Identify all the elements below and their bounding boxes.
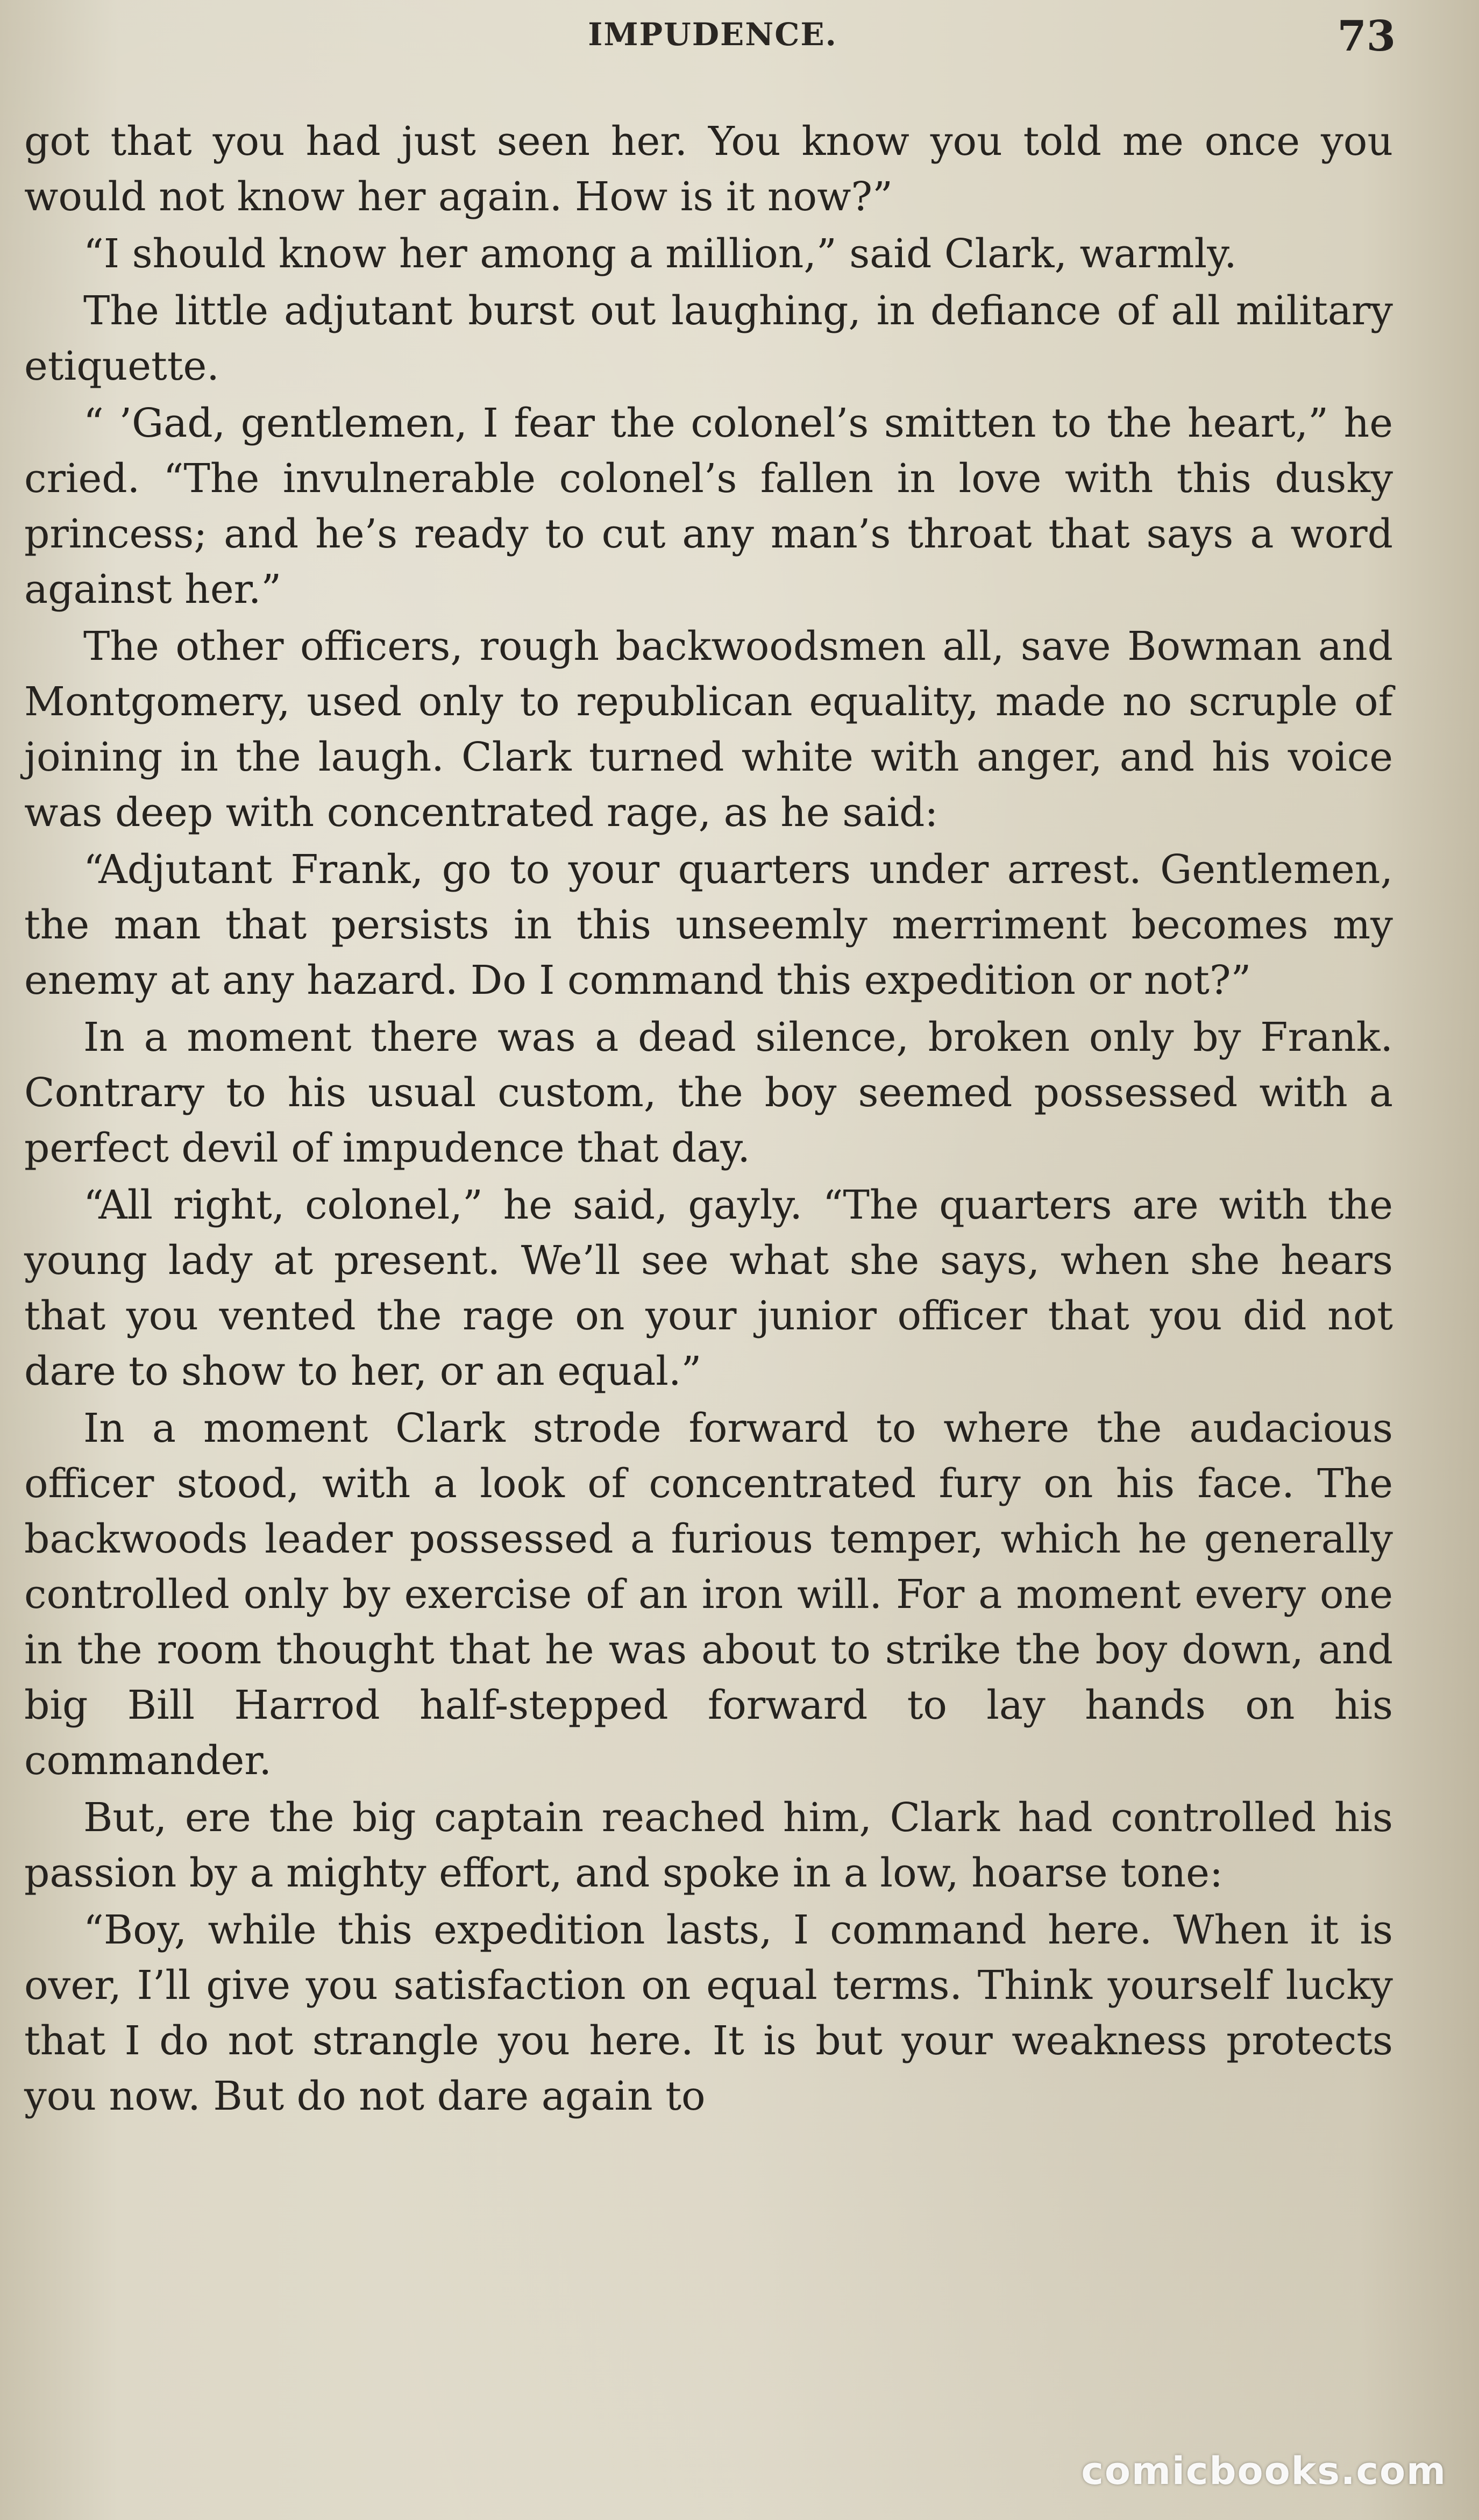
running-head: IMPUDENCE. (588, 16, 837, 53)
paragraph-11: “Boy, while this expedition lasts, I command here. When it is over, I’ll give you satisfaction on equal terms. Think yourself lucky that I do not strangle you here. It is but your weakness protects you now. But do not dare again to (24, 1907, 1393, 2119)
source-watermark: comicbooks.com (1081, 2449, 1447, 2493)
paragraph-5: The other officers, rough backwoodsmen all, save Bowman and Montgomery, used only to republican equality, made no scruple of joining in the laugh. Clark turned white with anger, and his voice was deep with concentrated rage, as he said: (24, 623, 1393, 836)
paragraph-3: The little adjutant burst out laughing, in defiance of all military etiquette. (24, 288, 1393, 389)
paragraph-2: “I should know her among a million,” said Clark, warmly. (83, 231, 1237, 277)
paragraph-6: “Adjutant Frank, go to your quarters under arrest. Gentlemen, the man that persists in this unseemly merriment becomes my enemy at any hazard. Do I command this expedition or not?” (24, 846, 1393, 1003)
page-header (0, 12, 1479, 60)
paragraph-10: But, ere the big captain reached him, Clark had controlled his passion by a mighty effort, and spoke in a low, hoarse tone: (24, 1795, 1393, 1896)
paragraph-9: In a moment Clark strode forward to where the audacious officer stood, with a look of concentrated fury on his face. The backwoods leader possessed a furious temper, which he generally controlled only by exercise of an iron will. For a moment every one in the room thought that he was about to strike the boy down, and big Bill Harrod half-stepped forward to lay hands on his commander. (24, 1405, 1393, 1784)
body-text (24, 114, 1393, 2126)
paragraph-7: In a moment there was a dead silence, broken only by Frank. Contrary to his usual custom, the boy seemed possessed with a perfect devil of impudence that day. (24, 1014, 1393, 1171)
paragraph-4: “ ’Gad, gentlemen, I fear the colonel’s smitten to the heart,” he cried. “The invulnerable colonel’s fallen in love with this dusky princess; and he’s ready to cut any man’s throat that says a word against her.” (24, 400, 1393, 613)
paragraph-8: “All right, colonel,” he said, gayly. “The quarters are with the young lady at present. We’ll see what she says, when she hears that you vented the rage on your junior officer that you did not dare to show to her, or an equal.” (24, 1182, 1393, 1394)
paragraph-1: got that you had just seen her. You know you told me once you would not know her again. How is it now?” (24, 118, 1393, 220)
page-number: 73 (1337, 12, 1396, 61)
